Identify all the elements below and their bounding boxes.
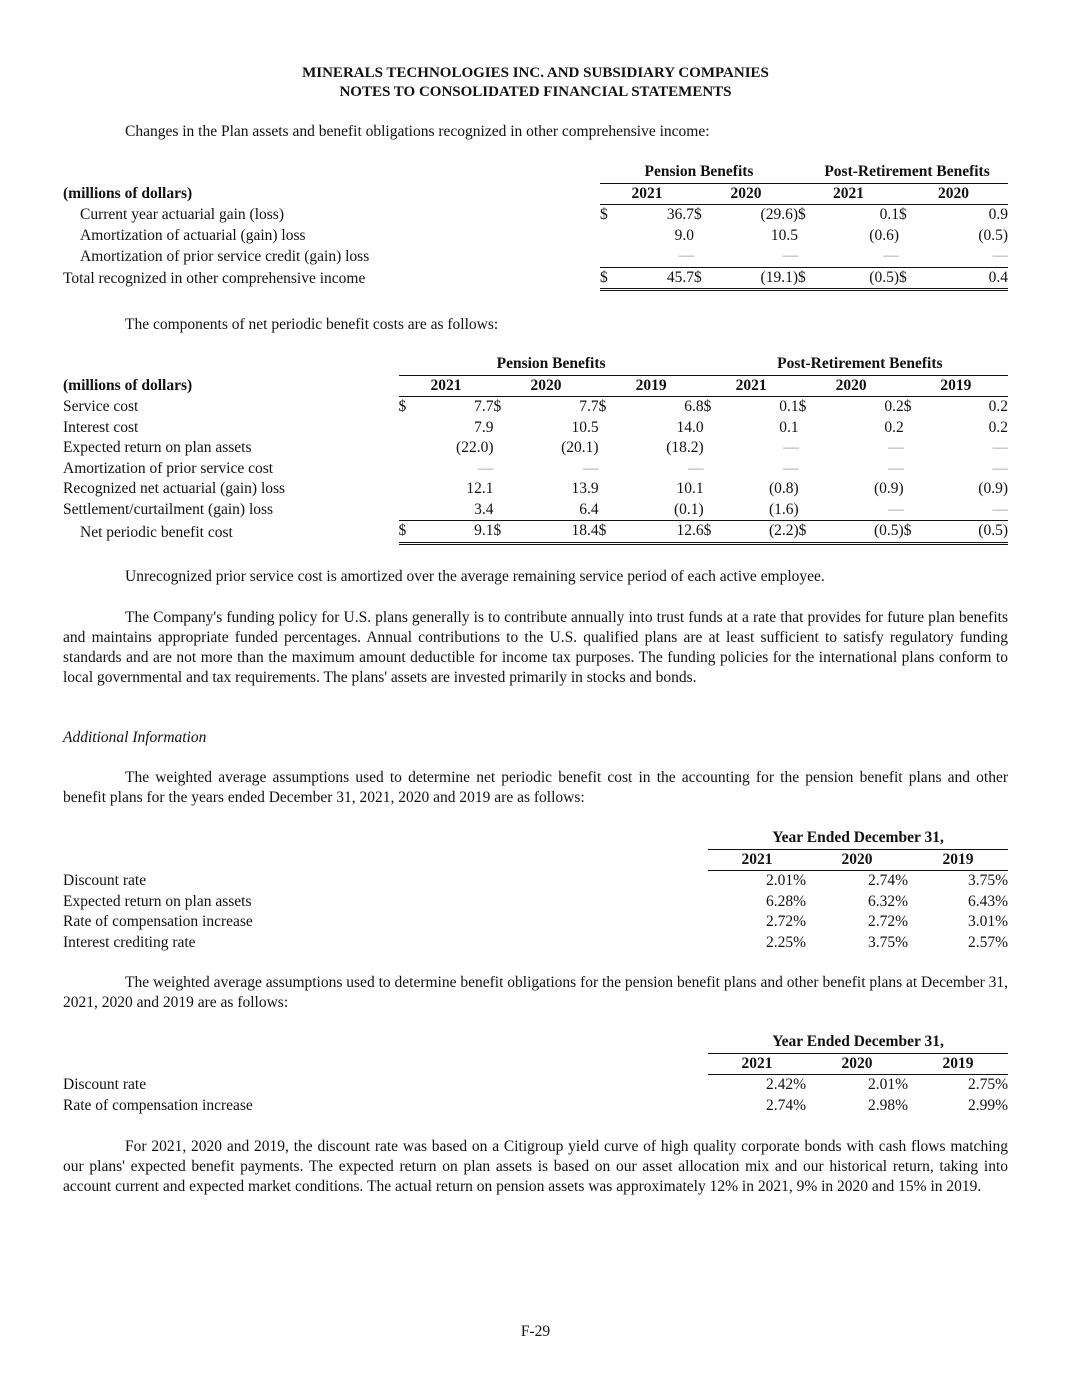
table-cell: 2.57%	[967, 933, 1009, 951]
table-row	[63, 1096, 1008, 1117]
table-cell: 10.1	[676, 480, 704, 497]
additional-info-heading: Additional Information	[63, 729, 207, 746]
table-cell: 2.74%	[765, 1096, 806, 1114]
table-cell: 2.72%	[867, 913, 908, 930]
table-cell: 12.1	[466, 480, 494, 497]
currency-symbol: $	[694, 206, 702, 223]
row-label: Rate of compensation increase	[63, 913, 253, 930]
row-label: Current year actuarial gain (loss)	[80, 206, 284, 223]
unrecognized-paragraph: Unrecognized prior service cost is amortized over the average remaining service period of each active employee.	[125, 568, 825, 585]
oci-intro: Changes in the Plan assets and benefit obligations recognized in other comprehensive income:	[125, 123, 710, 140]
assump2-year-header: 2021	[708, 1053, 806, 1075]
table-cell: 2.42%	[765, 1076, 806, 1093]
table-cell: 2.72%	[765, 913, 806, 930]
table-cell: 0.2	[884, 398, 904, 415]
npbc-year-header: 2021	[704, 375, 799, 397]
table-cell: —	[610, 246, 694, 267]
npbc-unit-label: (millions of dollars)	[63, 377, 193, 394]
table-cell: 2.25%	[765, 933, 806, 951]
npbc-table	[63, 354, 1008, 545]
table-cell: 2.75%	[967, 1076, 1009, 1093]
oci-year-header: 2021	[798, 183, 899, 205]
table-cell: (0.5)	[914, 521, 1008, 544]
assump1-year-header: 2019	[908, 849, 1008, 871]
document-header	[63, 64, 1008, 102]
table-cell: —	[783, 439, 799, 456]
row-label: Amortization of prior service credit (gain) loss	[80, 247, 370, 265]
table-cell: —	[992, 459, 1008, 477]
currency-symbol: $	[599, 521, 609, 544]
currency-symbol: $	[694, 267, 704, 290]
currency-symbol: $	[598, 398, 607, 415]
table-cell: 6.4	[504, 500, 599, 521]
table-row	[63, 205, 1008, 226]
table-cell: —	[809, 500, 904, 521]
assump1-intro: The weighted average assumptions used to determine net periodic benefit cost in the accounting for the pension benefit plans and other benefit plans for the years ended December 31, 2021, 2020 and 2019 are as follows:	[63, 769, 1008, 806]
table-cell: 0.9	[988, 206, 1009, 223]
table-cell: 14.0	[676, 418, 704, 436]
row-label: Recognized net actuarial (gain) loss	[63, 480, 286, 497]
table-cell: 45.7	[610, 267, 694, 290]
table-cell: —	[478, 459, 494, 477]
table-cell: 3.75%	[967, 872, 1009, 889]
assump1-table	[63, 828, 1008, 953]
oci-year-header: 2021	[600, 183, 694, 205]
row-label: Interest cost	[63, 418, 139, 436]
table-cell: 0.1	[779, 418, 799, 436]
npbc-year-header: 2019	[599, 375, 704, 397]
funding-paragraph: The Company's funding policy for U.S. plans generally is to contribute annually into trust funds at a rate that provides for future plan benefits and maintains appropriate funded percentages. Annual contributions to the U.S. qualified plans are at least sufficient to satisfy regulatory funding standards and are not more than the maximum amount deductible for income tax purposes. The funding policies for the international plans conform to local governmental and tax requirements. The plans' assets are invested primarily in stocks and bonds.	[63, 609, 1008, 686]
table-cell: (0.6)	[869, 226, 899, 244]
table-cell: 2.01%	[867, 1076, 908, 1093]
table-cell: 36.7	[666, 206, 694, 223]
table-cell: 2.74%	[867, 872, 908, 889]
table-cell: 2.99%	[967, 1096, 1009, 1114]
row-label: Settlement/curtailment (gain) loss	[63, 501, 274, 518]
table-cell: 9.0	[674, 226, 694, 244]
table-cell: 18.4	[504, 521, 599, 544]
row-label: Amortization of actuarial (gain) loss	[80, 226, 306, 244]
npbc-year-header: 2021	[399, 375, 494, 397]
oci-unit-label: (millions of dollars)	[63, 185, 193, 202]
currency-symbol: $	[600, 206, 608, 223]
currency-symbol: $	[493, 398, 502, 415]
row-label: Net periodic benefit cost	[80, 523, 233, 541]
table-row	[63, 1075, 1008, 1096]
assump2-group-header: Year Ended December 31,	[708, 1032, 1008, 1053]
table-cell: (0.5)	[978, 226, 1009, 244]
table-row	[63, 438, 1008, 459]
table-row	[63, 459, 1008, 480]
table-row	[63, 912, 1008, 933]
table-cell: (22.0)	[456, 439, 494, 456]
currency-symbol: $	[704, 521, 714, 544]
currency-symbol: $	[494, 521, 504, 544]
currency-symbol: $	[798, 398, 807, 415]
currency-symbol: $	[798, 206, 806, 223]
oci-group-pension: Pension Benefits	[600, 162, 798, 183]
row-label: Interest crediting rate	[63, 933, 196, 951]
table-cell: (0.1)	[609, 500, 704, 521]
currency-symbol: $	[703, 398, 712, 415]
table-cell: 2.98%	[867, 1096, 908, 1114]
currency-symbol: $	[904, 521, 914, 544]
npbc-year-header: 2019	[904, 375, 1008, 397]
table-row	[63, 892, 1008, 913]
table-cell: 13.9	[571, 480, 599, 497]
table-cell: 0.4	[909, 267, 1008, 290]
currency-symbol: $	[398, 398, 407, 415]
table-cell: 6.43%	[967, 892, 1009, 910]
row-label: Expected return on plan assets	[63, 439, 252, 456]
table-cell: —	[992, 439, 1008, 456]
currency-symbol: $	[903, 398, 912, 415]
table-cell: —	[914, 500, 1008, 521]
table-cell: (20.1)	[561, 439, 599, 456]
npbc-group-post: Post-Retirement Benefits	[704, 354, 1008, 375]
table-cell: (19.1)	[704, 267, 798, 290]
table-cell: 12.6	[609, 521, 704, 544]
assump1-year-header: 2021	[708, 849, 806, 871]
table-cell: 6.8	[684, 398, 704, 415]
table-cell: —	[783, 459, 799, 477]
currency-symbol: $	[798, 267, 808, 290]
table-cell: (0.8)	[768, 480, 799, 497]
table-cell: —	[888, 459, 904, 477]
oci-year-header: 2020	[899, 183, 1008, 205]
table-row	[63, 871, 1008, 892]
table-row-total	[63, 521, 1008, 544]
table-cell: —	[704, 246, 798, 267]
table-row	[63, 418, 1008, 439]
table-cell: 0.1	[879, 206, 899, 223]
table-cell: 7.7	[579, 398, 599, 415]
table-cell: (1.6)	[714, 500, 799, 521]
currency-symbol: $	[399, 521, 409, 544]
assump2-table	[63, 1032, 1008, 1116]
row-label: Service cost	[63, 398, 139, 415]
npbc-group-pension: Pension Benefits	[399, 354, 704, 375]
npbc-intro: The components of net periodic benefit costs are as follows:	[125, 316, 499, 333]
company-name: MINERALS TECHNOLOGIES INC. AND SUBSIDIARY COMPANIES	[302, 65, 769, 81]
table-row	[63, 226, 1008, 247]
currency-symbol: $	[799, 521, 809, 544]
npbc-year-header: 2020	[799, 375, 904, 397]
table-cell: 7.7	[474, 398, 494, 415]
table-cell: 9.1	[409, 521, 494, 544]
row-label: Expected return on plan assets	[63, 892, 252, 910]
npbc-year-header: 2020	[494, 375, 599, 397]
currency-symbol: $	[899, 267, 909, 290]
table-row	[63, 479, 1008, 500]
assump1-year-header: 2020	[806, 849, 908, 871]
table-cell: (0.5)	[809, 521, 904, 544]
assump2-year-header: 2020	[806, 1053, 908, 1075]
oci-group-post: Post-Retirement Benefits	[798, 162, 1008, 183]
table-cell: 3.75%	[867, 933, 908, 951]
table-cell: 3.4	[409, 500, 494, 521]
table-row	[63, 933, 1008, 954]
table-row	[63, 397, 1008, 418]
oci-year-header: 2020	[694, 183, 798, 205]
table-cell: 0.2	[988, 418, 1008, 436]
table-cell: —	[909, 246, 1008, 267]
table-cell: —	[583, 459, 599, 477]
table-cell: 10.5	[770, 226, 798, 244]
discount-paragraph: For 2021, 2020 and 2019, the discount rate was based on a Citigroup yield curve of high quality corporate bonds with cash flows matching our plans' expected benefit payments. The expected return on plan assets is based on our asset allocation mix and our historical return, taking into account current and expected market conditions. The actual return on pension assets was approximately 12% in 2021, 9% in 2020 and 15% in 2019.	[63, 1138, 1008, 1195]
page-number: F-29	[520, 1323, 551, 1340]
table-cell: (18.2)	[666, 439, 704, 456]
table-cell: —	[688, 459, 704, 477]
table-cell: 0.1	[779, 398, 799, 415]
table-cell: 3.01%	[967, 913, 1009, 930]
table-cell: (0.9)	[874, 480, 904, 497]
table-cell: (2.2)	[714, 521, 799, 544]
table-cell: (0.9)	[978, 480, 1008, 497]
row-label: Discount rate	[63, 1076, 147, 1093]
currency-symbol: $	[600, 267, 610, 290]
table-cell: (0.5)	[808, 267, 899, 290]
table-cell: 7.9	[474, 418, 494, 436]
assump2-intro: The weighted average assumptions used to determine benefit obligations for the pension benefit plans and other benefit plans at December 31, 2021, 2020 and 2019 are as follows:	[63, 974, 1008, 1011]
row-label: Rate of compensation increase	[63, 1096, 253, 1114]
row-label: Amortization of prior service cost	[63, 459, 274, 477]
table-cell: 6.32%	[867, 892, 908, 910]
assump2-year-header: 2019	[908, 1053, 1008, 1075]
currency-symbol: $	[899, 206, 907, 223]
table-row-total	[63, 267, 1008, 290]
table-cell: 6.28%	[765, 892, 806, 910]
assump1-group-header: Year Ended December 31,	[708, 828, 1008, 849]
table-cell: 2.01%	[765, 872, 806, 889]
table-cell: 10.5	[571, 418, 599, 436]
row-label: Discount rate	[63, 872, 147, 889]
table-row	[63, 246, 1008, 267]
table-cell: —	[888, 439, 904, 456]
row-label: Total recognized in other comprehensive income	[63, 270, 366, 287]
oci-table	[63, 162, 1008, 291]
table-row	[63, 500, 1008, 521]
section-title: NOTES TO CONSOLIDATED FINANCIAL STATEMENTS	[339, 84, 732, 100]
table-cell: 0.2	[988, 398, 1008, 415]
table-cell: (29.6)	[760, 206, 798, 223]
table-cell: 0.2	[884, 418, 904, 436]
table-cell: —	[808, 246, 899, 267]
